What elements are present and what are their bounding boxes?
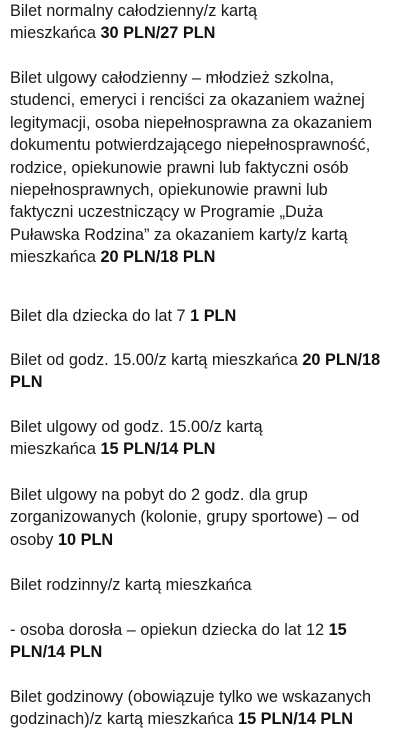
text-line: niepełnosprawnych, opiekunowie prawni lub (10, 180, 328, 199)
paragraph-reduced-afternoon-ticket (10, 416, 408, 461)
text-line: zorganizowanych (kolonie, grupy sportowe) – od (10, 508, 360, 527)
text-line: - osoba dorosła – opiekun dziecka do lat 12 15 (10, 621, 347, 639)
paragraph-afternoon-ticket (10, 349, 408, 394)
price-value: 30 PLN/27 PLN (100, 24, 216, 43)
price-value: 15 PLN/14 PLN (238, 710, 353, 729)
text-line: dokumentu potwierdzającego niepełnosprawność, (10, 136, 371, 155)
paragraph-family-ticket (10, 574, 408, 596)
price-value: 20 PLN/18 (302, 351, 381, 369)
price-value: 20 PLN/18 PLN (100, 248, 216, 267)
text-line: mieszkańca 20 PLN/18 PLN (10, 248, 216, 267)
text-line: faktyczni uczestniczący w Programie „Duża (10, 203, 324, 222)
paragraph-child-ticket (10, 305, 408, 327)
price-value: 15 PLN/14 PLN (100, 440, 216, 459)
text-line: legitymacji, osoba niepełnosprawna za okazaniem (10, 113, 373, 132)
paragraph-hourly-ticket (10, 686, 408, 731)
price-value: 10 PLN (57, 530, 114, 549)
text-line: godzinach)/z kartą mieszkańca 15 PLN/14 PLN (10, 710, 353, 729)
text-line: Bilet rodzinny/z kartą mieszkańca (10, 576, 252, 594)
paragraph-group-ticket (10, 484, 408, 551)
price-value: 15 (328, 621, 347, 639)
text-line: mieszkańca 15 PLN/14 PLN (10, 440, 216, 459)
text-line: Bilet ulgowy od godz. 15.00/z kartą (10, 418, 263, 436)
paragraph-normal-ticket (10, 0, 408, 45)
price-value: PLN/14 PLN (10, 643, 103, 662)
text-line: rodzice, opiekunowie prawni lub faktyczni osób (10, 158, 349, 177)
text-line: Bilet dla dziecka do lat 7 1 PLN (10, 307, 237, 325)
text-line: Bilet od godz. 15.00/z kartą mieszkańca 20 PLN/18 (10, 351, 381, 369)
price-value: PLN (10, 373, 43, 392)
text-line: Bilet normalny całodzienny/z kartą (10, 2, 258, 20)
text-line: Puławska Rodzina” za okazaniem karty/z kartą (10, 225, 348, 244)
text-line: mieszkańca 30 PLN/27 PLN (10, 24, 216, 43)
text-line: Bilet ulgowy na pobyt do 2 godz. dla grup (10, 486, 308, 504)
text-line (10, 371, 408, 393)
price-value: 1 PLN (190, 307, 237, 325)
text-line (10, 641, 408, 663)
text-line: osoby 10 PLN (10, 530, 114, 549)
paragraph-family-adult (10, 619, 408, 664)
paragraph-reduced-full-day-ticket (10, 67, 408, 269)
text-line: studenci, emeryci i renciści za okazaniem ważnej (10, 91, 365, 110)
text-line: Bilet godzinowy (obowiązuje tylko we wskazanych (10, 688, 372, 706)
text-line: Bilet ulgowy całodzienny – młodzież szkolna, (10, 69, 334, 87)
